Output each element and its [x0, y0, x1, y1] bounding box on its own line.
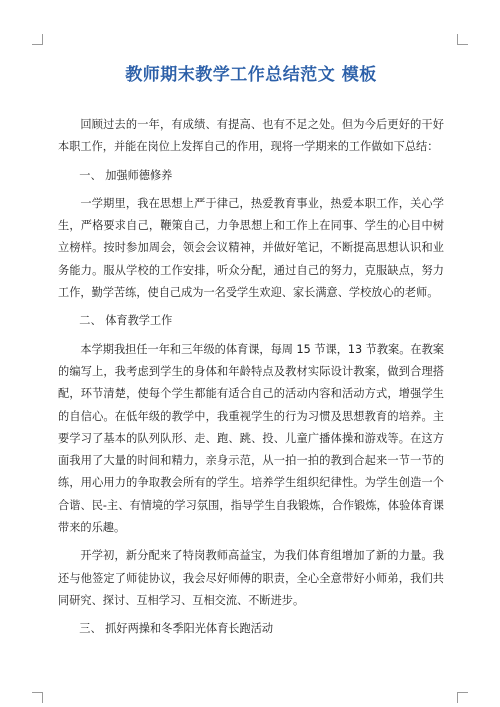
crop-mark-top-right [457, 34, 468, 45]
paragraph-intro: 回顾过去的一年，有成绩、有提高、也有不足之处。但为今后更好的干好本职工作，并能在岗位上发挥自己的作用，现将一学期来的工作做如下总结： [58, 118, 444, 154]
paragraph-ethics: 一学期里，我在思想上严于律己，热爱教育事业，热爱本职工作，关心学生，严格要求自己，鞭策自己，力争思想上和工作上在同事、学生的心目中树立榜样。按时参加周会，领会会议精神，并做好笔记，不断提高思想认识和业务能力。服从学校的工作安排，听众分配，通过自己的努力，克服缺点，努力工作，勤学苦练，使自己成为一名受学生欢迎、家长满意、学校放心的老师。 [58, 196, 444, 300]
crop-mark-top-left [32, 34, 43, 45]
document-page [58, 62, 444, 647]
paragraph-mentoring: 开学初，新分配来了特岗教师高益宝，为我们体育组增加了新的力量。我还与他签定了师徒协议，我会尽好师傅的职责，全心全意带好小师弟，我们共同研究、探讨、互相学习、互相交流、不断进步。 [58, 549, 444, 607]
document-title: 教师期末教学工作总结范文 模板 [125, 65, 377, 85]
section-heading-1: 一、 加强师德修养 [79, 168, 173, 182]
crop-mark-bottom-left [32, 692, 43, 703]
crop-mark-bottom-right [457, 692, 468, 703]
section-heading-3: 三、 抓好两操和冬季阳光体育长跑活动 [79, 622, 274, 636]
section-heading-2: 二、 体育教学工作 [79, 314, 173, 328]
paragraph-teaching: 本学期我担任一年和三年级的体育课，每周 15 节课，13 节教案。在教案的编写上，我考虑到学生的身体和年龄特点及教材实际设计教案，做到合理搭配，环节清楚，使每个学生都能有适合自己的活动内容和活动方式，增强学生的自信心。在低年级的教学中，我重视学生的行为习惯及思想教育的培养。主要学习了基本的队列队形、走、跑、跳、投、儿童广播体操和游戏等。在这方面我用了大量的时间和精力，亲身示范，从一拍一拍的教到合起来一节一节的练，用心用力的争取教会所有的学生。培养学生组织纪律性。为学生创造一个合谐、民-主、有情境的学习氛围，指导学生自我锻炼，合作锻炼，体验体育课带来的乐趣。 [58, 342, 444, 535]
